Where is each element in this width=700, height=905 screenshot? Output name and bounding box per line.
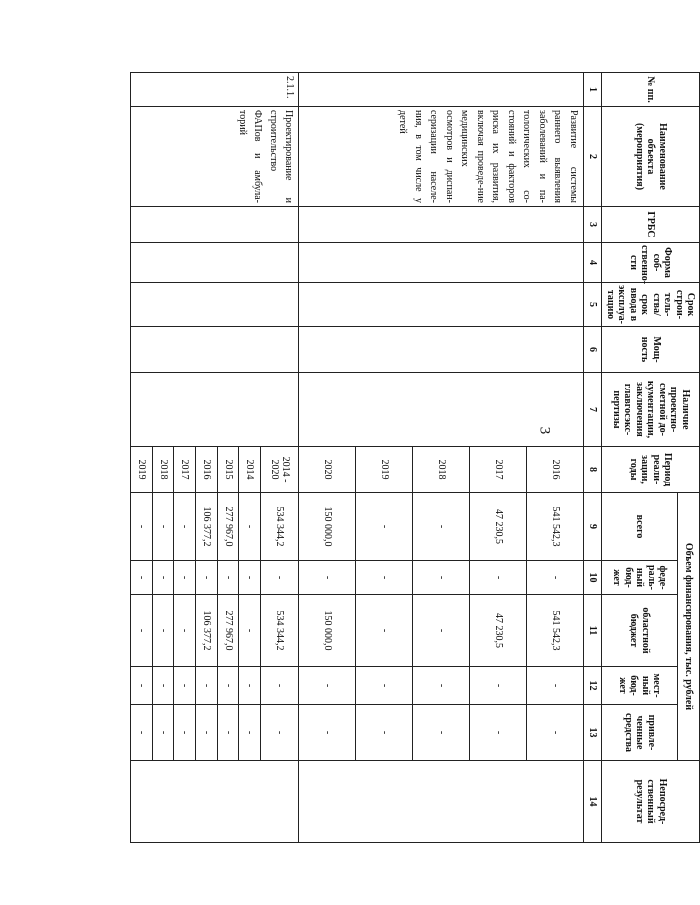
psd-cell	[131, 373, 299, 447]
finance-total: -	[239, 493, 261, 561]
finance-regional: 47 230,5	[470, 595, 527, 667]
object-name: Развитие системы раннего выявления заболеваний и па-тологических со-стояний и факторов риска их развития, включая проведе-ние медицинских осмотров и диспан-серизации населе-ния, в том числе у детей	[299, 107, 584, 207]
finance-regional: -	[174, 595, 196, 667]
header-result: Непосред-ственный результат	[602, 761, 700, 843]
finance-total: -	[152, 493, 174, 561]
finance-local: -	[413, 667, 470, 705]
finance-federal: -	[239, 561, 261, 595]
finance-regional: 534 344,2	[260, 595, 299, 667]
finance-attracted: -	[152, 705, 174, 761]
finance-total: 534 344,2	[260, 493, 299, 561]
finance-local: -	[356, 667, 413, 705]
column-number: 3	[584, 207, 602, 243]
finance-local: -	[217, 667, 239, 705]
column-number: 7	[584, 373, 602, 447]
finance-local: -	[527, 667, 584, 705]
finance-federal: -	[527, 561, 584, 595]
finance-attracted: -	[527, 705, 584, 761]
grbs-cell	[131, 207, 299, 243]
financing-table	[130, 72, 700, 843]
grbs-cell	[299, 207, 584, 243]
finance-local: -	[174, 667, 196, 705]
header-finance-group: Объем финансирования, тыс. рублей	[678, 493, 700, 761]
column-number: 5	[584, 283, 602, 327]
finance-local: -	[239, 667, 261, 705]
finance-attracted: -	[413, 705, 470, 761]
finance-federal: -	[217, 561, 239, 595]
ownership-cell	[131, 243, 299, 283]
header-period: Период реали-зации, годы	[602, 447, 700, 493]
column-number: 4	[584, 243, 602, 283]
rotated-table-container	[130, 72, 700, 842]
finance-regional: -	[152, 595, 174, 667]
finance-total: -	[413, 493, 470, 561]
column-number: 1	[584, 73, 602, 107]
finance-local: -	[260, 667, 299, 705]
period-year: 2015	[217, 447, 239, 493]
finance-regional: 277 967,0	[217, 595, 239, 667]
finance-regional: 106 377,2	[195, 595, 217, 667]
period-year: 2014 - 2020	[260, 447, 299, 493]
finance-local: -	[152, 667, 174, 705]
period-year: 2020	[299, 447, 356, 493]
result-cell	[299, 761, 584, 843]
header-grbs: ГРБС	[602, 207, 700, 243]
column-number: 8	[584, 447, 602, 493]
header-attracted: привле-ченные средства	[602, 705, 678, 761]
finance-total: 47 230,5	[470, 493, 527, 561]
header-regional: областной бюджет	[602, 595, 678, 667]
finance-local: -	[195, 667, 217, 705]
finance-federal: -	[152, 561, 174, 595]
column-number: 14	[584, 761, 602, 843]
finance-federal: -	[195, 561, 217, 595]
header-no: № пп.	[602, 73, 700, 107]
result-cell	[131, 761, 299, 843]
header-federal: феде-раль-ный бюд-жет	[602, 561, 678, 595]
term-cell	[299, 283, 584, 327]
period-year: 2019	[356, 447, 413, 493]
finance-total: 150 000,0	[299, 493, 356, 561]
header-capacity: Мощ-ность	[602, 327, 700, 373]
finance-local: -	[131, 667, 153, 705]
finance-attracted: -	[174, 705, 196, 761]
finance-total: 106 377,2	[195, 493, 217, 561]
finance-attracted: -	[195, 705, 217, 761]
finance-attracted: -	[356, 705, 413, 761]
finance-regional: -	[131, 595, 153, 667]
finance-total: 277 967,0	[217, 493, 239, 561]
finance-attracted: -	[299, 705, 356, 761]
finance-total: -	[356, 493, 413, 561]
finance-federal: -	[174, 561, 196, 595]
finance-regional: -	[356, 595, 413, 667]
header-total: всего	[602, 493, 678, 561]
finance-attracted: -	[470, 705, 527, 761]
page-number: 3	[536, 426, 553, 435]
finance-local: -	[470, 667, 527, 705]
finance-local: -	[299, 667, 356, 705]
header-ownership: Форма соб-ственно-сти	[602, 243, 700, 283]
period-year: 2017	[174, 447, 196, 493]
finance-federal: -	[131, 561, 153, 595]
header-term: Срок строи-тель-ства/срок ввода в эксплуа-тацию	[602, 283, 700, 327]
column-number-row	[584, 73, 602, 843]
capacity-cell	[299, 327, 584, 373]
column-number: 12	[584, 667, 602, 705]
finance-federal: -	[470, 561, 527, 595]
finance-regional: 150 000,0	[299, 595, 356, 667]
term-cell	[131, 283, 299, 327]
period-year: 2018	[413, 447, 470, 493]
finance-total: -	[131, 493, 153, 561]
ownership-cell	[299, 243, 584, 283]
table-row	[260, 73, 299, 843]
column-number: 11	[584, 595, 602, 667]
column-number: 10	[584, 561, 602, 595]
finance-regional: -	[239, 595, 261, 667]
finance-federal: -	[299, 561, 356, 595]
finance-attracted: -	[239, 705, 261, 761]
header-name: Наименование объекта (мероприятия)	[602, 107, 700, 207]
finance-federal: -	[260, 561, 299, 595]
column-number: 6	[584, 327, 602, 373]
finance-regional: 541 542,3	[527, 595, 584, 667]
column-number: 2	[584, 107, 602, 207]
period-year: 2019	[131, 447, 153, 493]
table-row	[527, 73, 584, 843]
row-number	[299, 73, 584, 107]
finance-attracted: -	[260, 705, 299, 761]
period-year: 2017	[470, 447, 527, 493]
period-year: 2014	[239, 447, 261, 493]
row-number: 2.1.1.	[131, 73, 299, 107]
finance-attracted: -	[131, 705, 153, 761]
finance-federal: -	[413, 561, 470, 595]
period-year: 2016	[195, 447, 217, 493]
finance-total: -	[174, 493, 196, 561]
header-psd: Наличие проектно-сметной до-кументации, заключения главгосэкс-пертизы	[602, 373, 700, 447]
table-header	[584, 73, 700, 843]
column-number: 9	[584, 493, 602, 561]
column-number: 13	[584, 705, 602, 761]
object-name: Проектирование и строительство ФАПов и амбула-торий	[131, 107, 299, 207]
capacity-cell	[131, 327, 299, 373]
finance-regional: -	[413, 595, 470, 667]
finance-federal: -	[356, 561, 413, 595]
psd-cell	[299, 373, 584, 447]
period-year: 2018	[152, 447, 174, 493]
finance-total: 541 542,3	[527, 493, 584, 561]
period-year: 2016	[527, 447, 584, 493]
header-local: мест-ный бюд-жет	[602, 667, 678, 705]
finance-attracted: -	[217, 705, 239, 761]
table-body	[131, 73, 584, 843]
